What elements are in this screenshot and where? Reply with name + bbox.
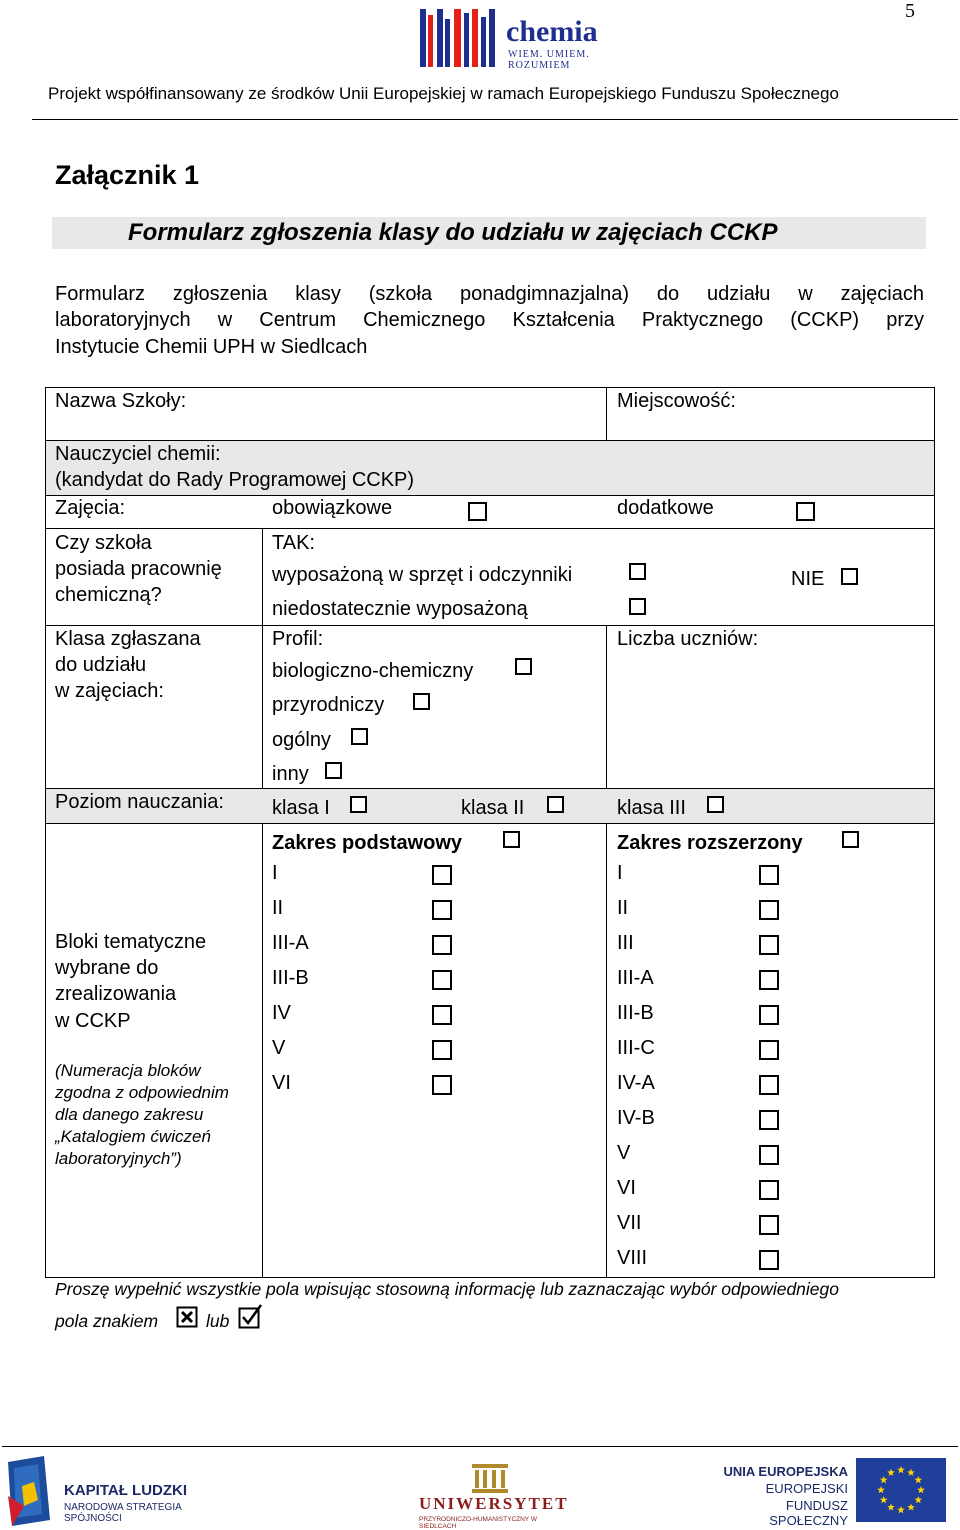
mandatory-checkbox[interactable] <box>468 502 487 521</box>
equipped-checkbox[interactable] <box>629 563 646 580</box>
profile-nature-checkbox[interactable] <box>413 693 430 710</box>
basic-block-item-label: IV <box>272 1002 291 1024</box>
basic-block-item-checkbox[interactable] <box>432 970 452 990</box>
extended-block-item-checkbox[interactable] <box>759 1040 779 1060</box>
extended-block-item-label: VII <box>617 1212 642 1234</box>
table-line <box>45 823 935 824</box>
university-logo <box>415 1460 569 1530</box>
extended-block-item-label: V <box>617 1142 631 1164</box>
blocks-note-3: dla danego zakresu <box>55 1105 204 1124</box>
blocks-label-1: Bloki tematyczne <box>55 931 207 953</box>
mandatory-label: obowiązkowe <box>272 497 393 519</box>
extended-block-item-label: IV-A <box>617 1072 655 1094</box>
teacher-label: Nauczyciel chemii: <box>55 443 221 465</box>
table-line <box>45 528 935 529</box>
extended-block-item-label: II <box>617 897 629 919</box>
intro-line-2: laboratoryjnych w Centrum Chemicznego Kształcenia Praktycznego (CCKP) przy <box>55 309 924 331</box>
under-equipped-label: niedostatecznie wyposażoną <box>272 598 528 620</box>
extended-block-item-label: III-B <box>617 1002 654 1024</box>
extended-scope-label: Zakres rozszerzony <box>617 832 803 854</box>
blocks-label-4: w CCKP <box>55 1010 131 1032</box>
uni-name: UNIWERSYTET <box>419 1494 569 1513</box>
footer-note-line-1: Proszę wypełnić wszystkie pola wpisując stosowną informację lub zaznaczając wybór odpowiedniego <box>55 1279 839 1299</box>
level-3-label: klasa III <box>617 797 686 819</box>
profile-general-label: ogólny <box>272 729 331 751</box>
level-1-checkbox[interactable] <box>350 796 367 813</box>
extended-block-item-label: VI <box>617 1177 636 1199</box>
blocks-note-5: laboratoryjnych”) <box>55 1149 182 1168</box>
extended-block-item-checkbox[interactable] <box>759 1005 779 1025</box>
blocks-note-4: „Katalogiem ćwiczeń <box>55 1127 211 1146</box>
additional-checkbox[interactable] <box>796 502 815 521</box>
blocks-note-1: (Numeracja bloków <box>55 1061 201 1080</box>
table-line <box>45 1277 935 1278</box>
extended-block-item-checkbox[interactable] <box>759 1075 779 1095</box>
level-1-label: klasa I <box>272 797 330 819</box>
page-number: 5 <box>905 0 915 22</box>
table-line <box>606 387 607 440</box>
footer-note-line-2b: lub <box>206 1311 230 1331</box>
basic-block-item-label: II <box>272 897 284 919</box>
class-question-2: do udziału <box>55 654 147 676</box>
basic-block-item-checkbox[interactable] <box>432 900 452 920</box>
yes-label: TAK: <box>272 532 315 554</box>
extended-block-item-checkbox[interactable] <box>759 900 779 920</box>
profile-other-label: inny <box>272 763 309 785</box>
blocks-note-2: zgodna z odpowiednim <box>55 1083 229 1102</box>
equipped-label: wyposażoną w sprzęt i odczynniki <box>272 564 573 586</box>
profile-biochem-label: biologiczno-chemiczny <box>272 660 474 682</box>
level-3-checkbox[interactable] <box>707 796 724 813</box>
profile-other-checkbox[interactable] <box>325 762 342 779</box>
profile-label: Profil: <box>272 628 324 650</box>
table-line <box>45 788 935 789</box>
eu-line-1: UNIA EUROPEJSKA <box>723 1464 848 1479</box>
table-line <box>606 625 607 788</box>
students-count-label: Liczba uczniów: <box>617 628 759 650</box>
class-question-1: Klasa zgłaszana <box>55 628 201 650</box>
basic-block-item-checkbox[interactable] <box>432 935 452 955</box>
table-line <box>934 387 935 1278</box>
kl-subtitle: NARODOWA STRATEGIA SPÓJNOŚCI <box>64 1502 182 1524</box>
blocks-label-2: wybrane do <box>55 957 159 979</box>
checked-x-icon <box>176 1306 198 1328</box>
extended-block-item-checkbox[interactable] <box>759 1145 779 1165</box>
no-checkbox[interactable] <box>841 568 858 585</box>
table-line <box>45 387 935 388</box>
basic-block-item-label: V <box>272 1037 286 1059</box>
profile-biochem-checkbox[interactable] <box>515 658 532 675</box>
header-rule <box>32 119 958 120</box>
extended-scope-checkbox[interactable] <box>842 831 859 848</box>
extended-block-item-checkbox[interactable] <box>759 1250 779 1270</box>
no-label: NIE <box>791 568 825 590</box>
class-question-3: w zajęciach: <box>55 680 164 702</box>
university-emblem-icon <box>470 1460 510 1494</box>
extended-block-item-checkbox[interactable] <box>759 1215 779 1235</box>
project-line: Projekt współfinansowany ze środków Unii Europejskiej w ramach Europejskiego Funduszu Społecznego <box>48 84 839 103</box>
uni-subtitle: PRZYRODNICZO-HUMANISTYCZNY W SIEDLCACH <box>419 1516 537 1530</box>
table-line <box>45 440 935 441</box>
eu-line-3: FUNDUSZ SPOŁECZNY <box>769 1498 848 1528</box>
lab-question-3: chemiczną? <box>55 584 162 606</box>
extended-block-item-label: VIII <box>617 1247 648 1269</box>
basic-block-item-label: I <box>272 862 278 884</box>
blocks-label-3: zrealizowania <box>55 983 177 1005</box>
extended-block-item-label: III-A <box>617 967 654 989</box>
extended-block-item-checkbox[interactable] <box>759 865 779 885</box>
basic-block-item-label: III-A <box>272 932 309 954</box>
classes-label: Zajęcia: <box>55 497 126 519</box>
intro-line-1: Formularz zgłoszenia klasy (szkoła ponadgimnazjalna) do udziału w zajęciach <box>55 283 924 305</box>
extended-block-item-checkbox[interactable] <box>759 970 779 990</box>
lab-question-1: Czy szkoła <box>55 532 152 554</box>
additional-label: dodatkowe <box>617 497 714 519</box>
extended-block-item-label: III-C <box>617 1037 655 1059</box>
logo-title: chemia <box>506 15 598 48</box>
table-line <box>45 495 935 496</box>
extended-block-item-checkbox[interactable] <box>759 1180 779 1200</box>
basic-block-item-label: VI <box>272 1072 291 1094</box>
intro-line-3: Instytucie Chemii UPH w Siedlcach <box>55 336 368 358</box>
footer-note-line-2a: pola znakiem <box>55 1311 159 1331</box>
eu-text <box>708 1464 848 1528</box>
table-line <box>606 823 607 1278</box>
form-title: Formularz zgłoszenia klasy do udziału w zajęciach CCKP <box>128 219 778 246</box>
school-name-label: Nazwa Szkoły: <box>55 390 187 412</box>
extended-block-item-label: III <box>617 932 634 954</box>
extended-block-item-checkbox[interactable] <box>759 935 779 955</box>
chemia-logo <box>418 5 628 77</box>
chemia-logo-bars-icon <box>418 5 500 77</box>
annex-title: Załącznik 1 <box>55 160 200 190</box>
lab-question-2: posiada pracownię <box>55 558 222 580</box>
basic-block-item-checkbox[interactable] <box>432 1075 452 1095</box>
level-label: Poziom nauczania: <box>55 791 224 813</box>
eu-line-2: EUROPEJSKI <box>765 1481 848 1496</box>
level-2-label: klasa II <box>461 797 525 819</box>
basic-block-item-label: III-B <box>272 967 309 989</box>
kapital-ludzki-emblem-icon <box>4 1456 54 1526</box>
level-2-checkbox[interactable] <box>547 796 564 813</box>
kl-title: KAPITAŁ LUDZKI <box>64 1482 188 1499</box>
under-equipped-checkbox[interactable] <box>629 598 646 615</box>
basic-scope-checkbox[interactable] <box>503 831 520 848</box>
locality-label: Miejscowość: <box>617 390 736 412</box>
checked-tick-icon <box>238 1303 264 1329</box>
table-line <box>262 823 263 1278</box>
basic-scope-label: Zakres podstawowy <box>272 832 463 854</box>
kapital-ludzki-logo <box>4 1456 234 1526</box>
extended-block-item-label: I <box>617 862 623 884</box>
extended-block-item-checkbox[interactable] <box>759 1110 779 1130</box>
table-line <box>45 387 46 1278</box>
extended-block-item-label: IV-B <box>617 1107 655 1129</box>
footer-rule <box>2 1446 958 1447</box>
profile-general-checkbox[interactable] <box>351 728 368 745</box>
basic-block-item-checkbox[interactable] <box>432 1040 452 1060</box>
teacher-sublabel: (kandydat do Rady Programowej CCKP) <box>55 469 415 491</box>
table-line <box>45 625 935 626</box>
table-line <box>262 528 263 788</box>
basic-block-item-checkbox[interactable] <box>432 865 452 885</box>
profile-nature-label: przyrodniczy <box>272 694 385 716</box>
basic-block-item-checkbox[interactable] <box>432 1005 452 1025</box>
logo-tagline: WIEM. UMIEM. ROZUMIEM <box>508 49 590 71</box>
eu-flag-icon <box>856 1458 946 1522</box>
